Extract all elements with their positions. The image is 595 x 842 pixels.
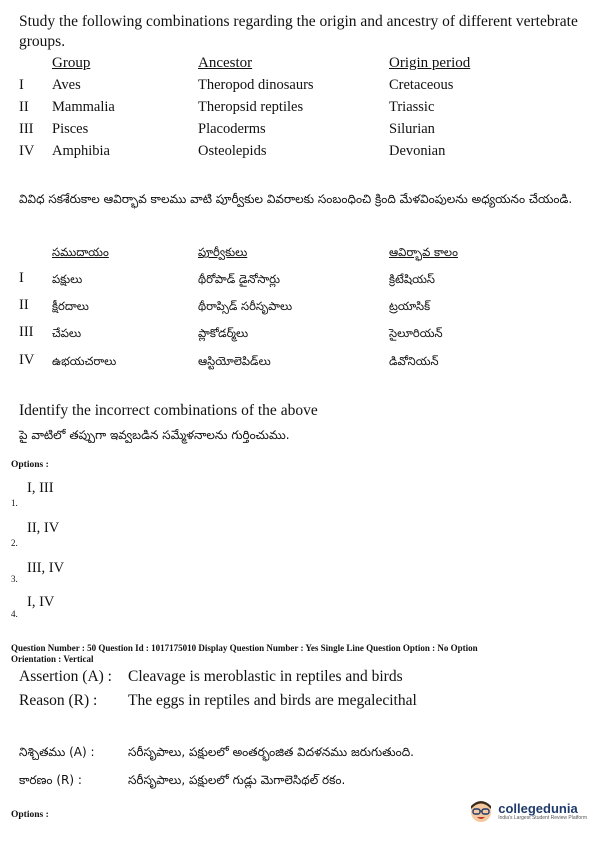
question-prompt: Study the following combinations regarding the origin and ancestry of different vertebrate groups. — [19, 13, 578, 50]
options-label-2: Options : — [11, 810, 49, 820]
row-group: Aves — [52, 77, 81, 93]
row-period: సైలూరియన్ — [389, 326, 443, 340]
row-period: ట్రయాసిక్ — [389, 299, 431, 313]
row-num: I — [19, 77, 24, 93]
row-group: క్షీరదాలు — [52, 299, 89, 313]
meta-line-1: Question Number : 50 Question Id : 1017175010 Display Question Number : Yes Single Line Question Option : No Option — [11, 643, 478, 653]
row-ancestor: Placoderms — [198, 121, 266, 137]
row-num: I — [19, 270, 24, 286]
header-origin-period: Origin period — [389, 55, 471, 71]
option-1-number: 1. — [11, 498, 18, 508]
assertion-text: Cleavage is meroblastic in reptiles and birds — [128, 668, 403, 685]
row-num: II — [19, 297, 29, 313]
row-ancestor: థీరాప్సిడ్ సరీసృపాలు — [198, 299, 293, 313]
student-face-icon — [468, 798, 494, 824]
logo-name: collegedunia — [498, 800, 578, 816]
assertion-label: Assertion (A) : — [19, 668, 112, 685]
telugu-header-period: ఆవిర్భావ కాలం — [389, 245, 458, 259]
reason-text: The eggs in reptiles and birds are megalecithal — [128, 692, 417, 709]
option-4-number: 4. — [11, 609, 18, 619]
telugu-header-ancestor: పూర్వీకులు — [198, 245, 248, 259]
row-ancestor: Theropsid reptiles — [198, 99, 304, 115]
row-period: క్రిటేషియస్ — [389, 272, 435, 286]
row-num: II — [19, 99, 29, 115]
telugu-reason-text: సరీసృపాలు, పక్షులలో గుడ్లు మెగాలెసిథల్ రకం. — [128, 773, 346, 787]
telugu-header-group: సముదాయం — [52, 245, 109, 259]
row-ancestor: ఆస్టియోలెపిడ్‌లు — [198, 354, 271, 368]
question-meta — [11, 643, 591, 665]
option-2-text[interactable]: II, IV — [27, 520, 60, 536]
telugu-prompt: వివిధ సకశేరుకాల ఆవిర్భావ కాలము వాటి పూర్వీకుల వివరాలకు సంబంధించి క్రింది మేళవింపులను అధ్యయనం చేయండి. — [19, 192, 573, 206]
row-period: డివోనియన్ — [389, 354, 439, 368]
row-ancestor: థీరోపాడ్ డైనోసార్లు — [198, 272, 280, 286]
row-period: Silurian — [389, 121, 435, 137]
row-num: IV — [19, 352, 35, 368]
row-ancestor: ప్లాకోడర్మ్‌లు — [198, 326, 249, 340]
telugu-assertion-label: నిశ్చితము (A) : — [19, 745, 95, 759]
row-period: Cretaceous — [389, 77, 454, 93]
collegedunia-logo — [468, 798, 587, 824]
option-1-text[interactable]: I, III — [27, 480, 54, 496]
telugu-assertion-text: సరీసృపాలు, పక్షులలో అంతర్భంజిత విదళనము జరుగుతుంది. — [128, 745, 414, 759]
row-group: Mammalia — [52, 99, 115, 115]
header-group: Group — [52, 55, 91, 71]
row-group: Amphibia — [52, 143, 110, 159]
row-group: ఉభయచరాలు — [52, 354, 117, 368]
identify-english: Identify the incorrect combinations of the above — [19, 402, 318, 419]
row-period: Devonian — [389, 143, 446, 159]
row-ancestor: Theropod dinosaurs — [198, 77, 314, 93]
row-num: III — [19, 121, 34, 137]
row-num: IV — [19, 143, 35, 159]
row-group: చేపలు — [52, 326, 82, 340]
reason-label: Reason (R) : — [19, 692, 98, 709]
option-2-number: 2. — [11, 538, 18, 548]
row-num: III — [19, 324, 34, 340]
options-label: Options : — [11, 460, 49, 470]
row-group: Pisces — [52, 121, 89, 137]
option-3-text[interactable]: III, IV — [27, 560, 65, 576]
logo-text-block — [498, 802, 587, 821]
row-ancestor: Osteolepids — [198, 143, 267, 159]
option-3-number: 3. — [11, 574, 18, 584]
option-4-text[interactable]: I, IV — [27, 594, 55, 610]
row-group: పక్షులు — [52, 272, 83, 286]
identify-telugu: పై వాటిలో తప్పుగా ఇవ్వబడిన సమ్మేళనాలను గుర్తించుము. — [19, 428, 290, 442]
row-period: Triassic — [389, 99, 435, 115]
logo-tagline: India's Largest Student Review Platform — [498, 814, 587, 821]
telugu-reason-label: కారణం (R) : — [19, 773, 82, 787]
header-ancestor: Ancestor — [198, 55, 253, 71]
meta-line-2: Orientation : Vertical — [11, 654, 94, 664]
